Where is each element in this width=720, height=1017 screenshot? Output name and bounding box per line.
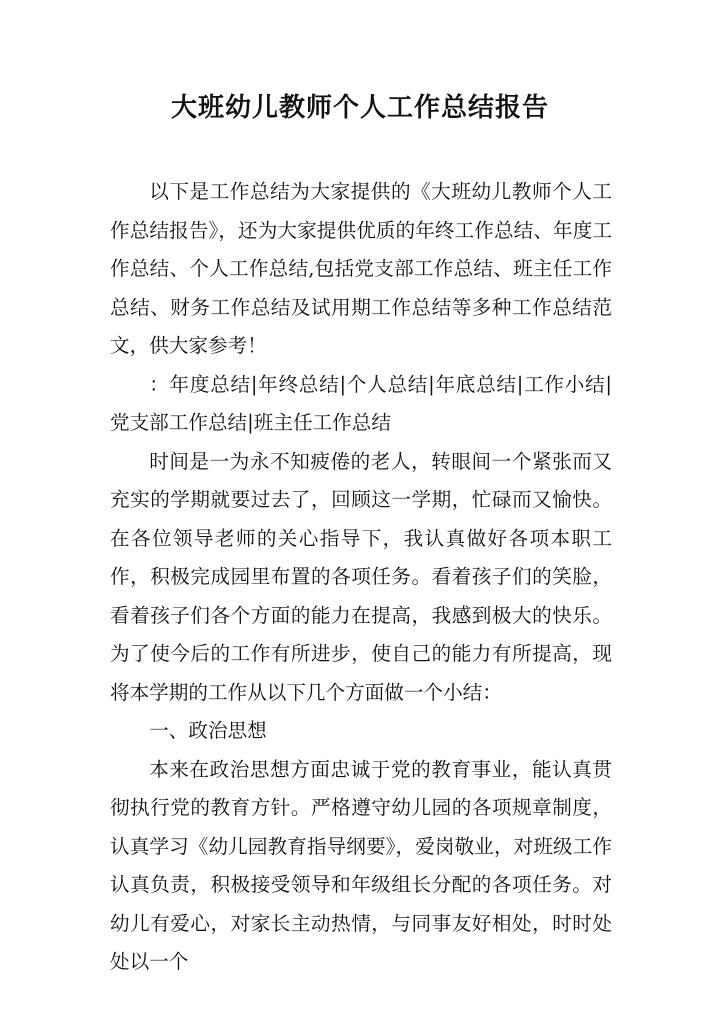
tags-paragraph: ：年度总结|年终总结|个人总结|年底总结|工作小结|党支部工作总结|班主任工作总结 — [110, 372, 612, 434]
section-heading: 一、政治思想 — [149, 719, 267, 742]
body-paragraph: 时间是一为永不知疲倦的老人，转眼间一个紧张而又充实的学期就要过去了，回顾这一学期，忙碌而又愉快。在各位领导老师的关心指导下，我认真做好各项本职工作，积极完成园里布置的各项任务。看着孩子们的笑脸，看着孩子们各个方面的能力在提高，我感到极大的快乐。为了使今后的工作有所进步，使自己的能力有所提高，现将本学期的工作从以下几个方面做一个小结： — [110, 449, 612, 704]
body-paragraph: 本来在政治思想方面忠诚于党的教育事业，能认真贯彻执行党的教育方针。严格遵守幼儿园的各项规章制度，认真学习《幼儿园教育指导纲要》，爱岗敬业，对班级工作认真负责，积极接受领导和年级组长分配的各项任务。对幼儿有爱心，对家长主动热情，与同事友好相处，时时处处以一个 — [110, 757, 612, 973]
document-title: 大班幼儿教师个人工作总结报告 — [170, 93, 549, 123]
document-body — [110, 173, 612, 982]
intro-paragraph: 以下是工作总结为大家提供的《大班幼儿教师个人工作总结报告》，还为大家提供优质的年终工作总结、年度工作总结、个人工作总结,包括党支部工作总结、班主任工作总结、财务工作总结及试用期工作总结等多种工作总结范文，供大家参考！ — [110, 180, 612, 357]
